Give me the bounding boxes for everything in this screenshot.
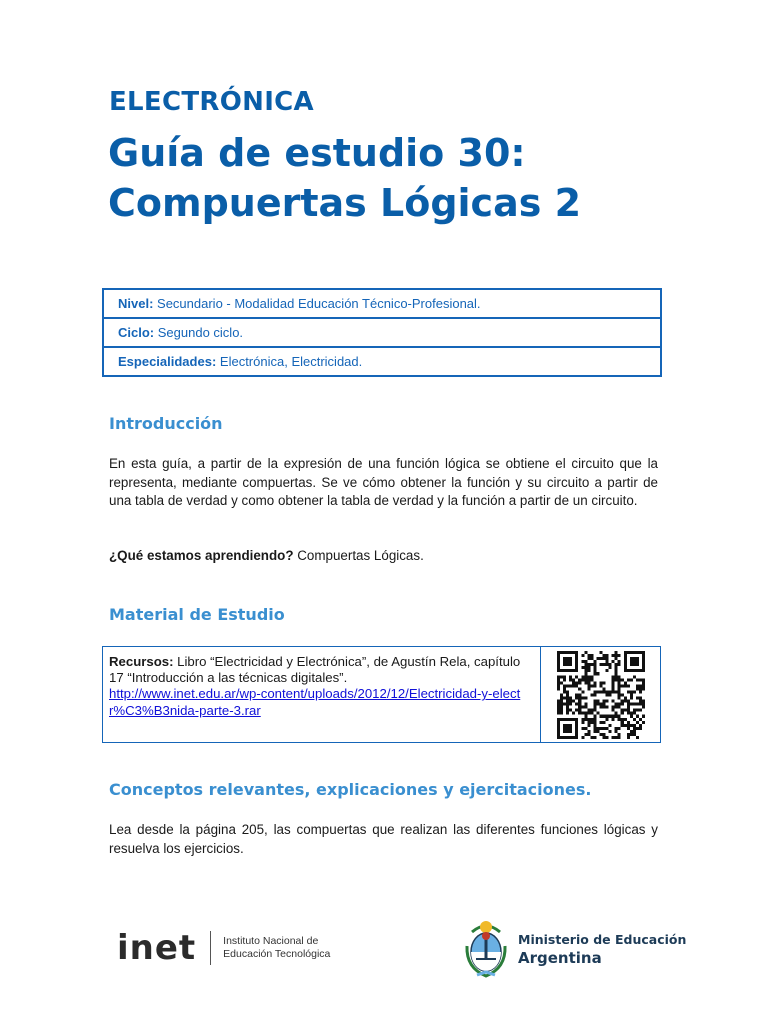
ciclo-row bbox=[104, 319, 660, 348]
qr-code-icon[interactable] bbox=[557, 651, 645, 739]
inet-logo: inet bbox=[117, 928, 197, 968]
question-label: ¿Qué estamos aprendiendo? bbox=[109, 548, 294, 563]
resources-box bbox=[102, 646, 661, 743]
intro-paragraph: En esta guía, a partir de la expresión de una función lógica se obtiene el circuito que la representa, mediante compuertas. Se ve cómo obtener la función y su circuito a partir de una tabla de verdad y como obtener la tabla de verdad y la función a partir de un circuito. bbox=[109, 456, 658, 508]
qr-cell bbox=[541, 647, 660, 742]
resources-description: Libro “Electricidad y Electrónica”, de Agustín Rela, capítulo 17 “Introducción a las técnicas digitales”. bbox=[109, 654, 521, 686]
nivel-value: Secundario - Modalidad Educación Técnico-Profesional. bbox=[157, 296, 481, 311]
material-heading: Material de Estudio bbox=[109, 605, 285, 624]
resources-text bbox=[103, 647, 541, 742]
concepts-paragraph: Lea desde la página 205, las compuertas que realizan las diferentes funciones lógicas y resuelva los ejercicios. bbox=[109, 822, 658, 856]
inet-name-line-1: Instituto Nacional de bbox=[223, 935, 319, 947]
ministry-name bbox=[518, 932, 686, 967]
logo-divider bbox=[210, 931, 211, 965]
course-info-table bbox=[102, 288, 662, 377]
ciclo-value: Segundo ciclo. bbox=[157, 325, 244, 340]
inet-full-name bbox=[223, 935, 330, 961]
ministry-line-2: Argentina bbox=[518, 948, 602, 967]
especialidades-value: Electrónica, Electricidad. bbox=[219, 354, 363, 369]
inet-name-line-2: Educación Tecnológica bbox=[223, 948, 331, 960]
concepts-heading: Conceptos relevantes, explicaciones y ejercitaciones. bbox=[109, 780, 592, 799]
title-line-1: Guía de estudio 30: bbox=[108, 131, 526, 175]
especialidades-row bbox=[104, 348, 660, 375]
argentina-coat-of-arms-icon bbox=[462, 918, 510, 980]
ciclo-label: Ciclo: bbox=[118, 325, 155, 340]
question-answer: Compuertas Lógicas. bbox=[297, 548, 424, 563]
ministry-line-1: Ministerio de Educación bbox=[518, 931, 687, 947]
subject-label: ELECTRÓNICA bbox=[109, 87, 314, 117]
inet-logo-block bbox=[117, 928, 330, 968]
learning-question bbox=[109, 547, 658, 566]
resources-link[interactable]: http://www.inet.edu.ar/wp-content/uploads/2012/12/Electricidad-y-electr%C3%B3nida-parte-3.rar bbox=[109, 686, 521, 718]
ministry-logo-block bbox=[462, 918, 686, 980]
especialidades-label: Especialidades: bbox=[118, 354, 217, 369]
title-line-2: Compuertas Lógicas 2 bbox=[108, 181, 582, 225]
page-title bbox=[108, 128, 581, 228]
intro-heading: Introducción bbox=[109, 414, 223, 433]
nivel-row bbox=[104, 290, 660, 319]
qr-code-modules bbox=[557, 651, 645, 739]
resources-label: Recursos: bbox=[109, 654, 174, 669]
nivel-label: Nivel: bbox=[118, 296, 154, 311]
